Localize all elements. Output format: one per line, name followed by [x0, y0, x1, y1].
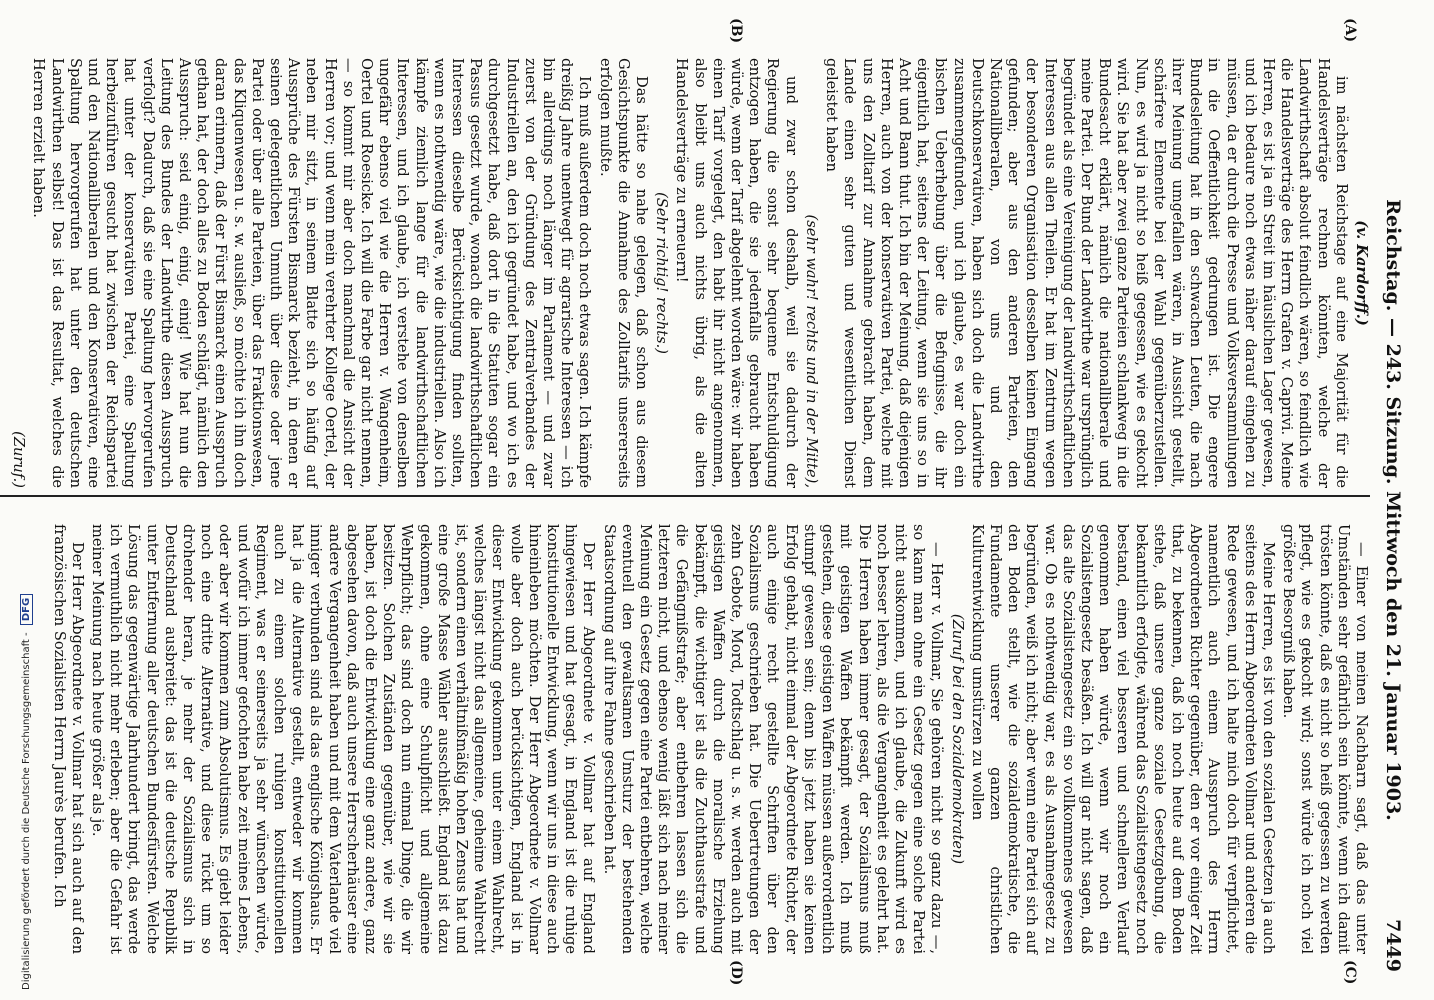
paragraph: Der Herr Abgeordnete v. Vollmar hat auf England hingewiesen und hat gesagt, in England ist die ruhige konstitutionelle Entwicklung, wenn wir uns in diese auch hineinleben möchten. Der Herr Abgeordnete v. Vollmar wolle aber doch auch berücksichtigen, England ist in dieser Entwicklung gekommen unter einem Wahlrecht, welches längst nicht das allgemeine, geheime Wahlrecht ist, sondern einen verhältnißmäßig hohen Zensus hat und eine große Masse Wähler ausschließt. England ist dazu gekommen, ohne eine Schulpflicht und allgemeine Wehrpflicht; das sind doch nun einmal Dinge, die wir besitzen. Solchen Zuständen gegenüber, wie wir sie haben, ist doch die Entwicklung eine ganz andere, ganz abgesehen davon, daß auch unsere Herrscherhäuser eine andere Vergangenheit haben und mit dem Vaterlande viel inniger verbunden sind als das englische Königshaus. Er hat ja die Alternative gestellt, entweder wir kommen auch zu einem solchen ruhigen konstitutionellen Regiment, was er seinerseits ja sehr wünschen würde, und wofür ich immer gefochten habe zeit meines Lebens, oder aber wir kommen zum Absolutismus. Es giebt leider noch eine dritte Alternative, und diese rückt um so drohender heran, je mehr der Sozialismus sich in Deutschland ausbreitet: das ist die deutsche Republik unter Entfernung aller deutschen Bundesfürsten. Welche Lösung das gegenwärtige Jahrhundert bringt, das werde ich vermuthlich nicht mehr erleben; aber die Gefahr ist meiner Meinung nach heute größer als je. — [88, 524, 598, 954]
digitization-credit — [0, 0, 30, 1000]
paragraph: im nächsten Reichstage auf eine Majorität für die Handelsverträge rechnen könnten, welche der Landwirthschaft absolut feindlich wären, so feindlich wie die Handelsverträge des Herrn Grafen v. Caprivi. Meine Herren, es ist ja ein Streit im häuslichen Lager gewesen, und ich bedaure noch etwas näher darauf eingehen zu müssen, da er durch die Presse und Volksversammlungen in die Oeffentlichkeit gedrungen ist. Die engere Bundesleitung hat in den schwachen Leuten, die nach ihrer Meinung umgefallen wären, in Aussicht gestellt, schärfere Elemente bei der Wahl gegenüberzustellen. Nun, es wird ja nicht so heiß gegessen, wie es gekocht wird. Sie hat aber zwei ganze Parteien schlankweg in die Bundesacht erklärt, nämlich die nationalliberale und meine Partei. Der Bund der Landwirthe war ursprünglich begründet als eine Vereinigung der landwirthschaftlichen Interessen aus allen Theilen. Er hat im Zentrum wegen der besonderen Organisation desselben keinen Eingang gefunden; aber aus den anderen Parteien, den Nationalliberalen, von uns und den Deutschkonservativen, haben sich doch die Landwirthe zusammengefunden, und ich glaube, es war doch ein bischen Ueberhebung über die Befugnisse, die ihr eigentlich hat, seitens der Leitung, wenn sie uns so in Acht und Bann thut. Ich bin der Meinung, daß diejenigen Herren, auch von der konservativen Partei, welche mit uns den Zolltarif zur Annahme gebracht haben, dem Lande einen sehr guten und wesentlichen Dienst geleistet haben — [823, 58, 1350, 488]
dfg-logo: DFG — [20, 594, 33, 625]
column-divider — [0, 495, 1370, 497]
paragraph: und zwar schon deshalb, weil sie dadurch der Regierung die sonst sehr bequeme Entschuldigung entzogen haben, die sie jedenfalls gebraucht haben würde, wenn der Tarif abgelehnt worden wäre: wir haben einen Tarif vorgelegt, den habt ihr nicht angenommen, also bleibt uns auch nichts übrig, als die alten Handelsverträge zu erneuern! — [673, 58, 800, 488]
margin-marker-c: (C) — [1342, 960, 1358, 985]
paragraph: Meine Herren, es ist von den sozialen Gesetzen ja auch seitens des Herrn Abgeordneten Vollmar und anderen die Rede gewesen, und ich halte mich doch für verpflichtet, namentlich auch einem Ausspruch des Herrn Abgeordneten Richter gegenüber, den er vor einiger Zeit that, zu bekennen, daß ich noch heute auf dem Boden stehe, daß unsere ganze soziale Gesetzgebung, die bekanntlich erfolgte, während das Sozialistengesetz noch bestand, einen viel besseren und schnelleren Verlauf genommen haben würde, wenn wir noch ein Sozialistengesetz besäßen. Ich will gar nicht sagen, daß das alte Sozialistengesetz ein so vollkommenes gewesen war. Ob es nothwendig war, es als Ausnahmegesetz zu begründen, weiß ich nicht; aber wenn eine Partei sich auf den Boden stellt, wie die sozialdemokratische, die Fundamente unserer ganzen christlichen Kulturentwicklung umstürzen zu wollen — [968, 524, 1277, 954]
interjection: (Zuruf bei den Sozialdemokraten) — [948, 613, 966, 865]
interjection: (Zuruf.) — [10, 431, 28, 488]
paragraph: — Herr v. Vollmar, Sie gehören nicht so ganz dazu —, so kann man ohne ein Gesetz gegen eine solche Partei nicht auskommen, und ich glaube, die Zukunft wird es noch besser lehren, als die Vergangenheit es gelehrt hat. Die Herren haben immer gesagt, der Sozialismus muß mit geistigen Waffen bekämpft werden. Ich muß gestehen, diese geistigen Waffen müssen außerordentlich stumpf gewesen sein; denn bis jetzt haben sie keinen Erfolg gehabt, nicht einmal der Abgeordnete Richter, der auch einige recht gestellte Schriften über den Sozialismus geschrieben hat. Die Uebertretungen der zehn Gebote, Mord, Todtschlag u. s. w. werden auch mit geistigen Waffen durch die moralische Erziehung bekämpft, die wichtiger ist als die Zuchthausstrafe und die Gefängnißstrafe; aber entbehren lassen sich die letzteren nicht, und ebenso wenig läßt sich nach meiner Meinung ein Gesetz gegen eine Partei entbehren, welche eventuell den gewaltsamen Umsturz der bestehenden Staatsordnung auf ihre Fahne geschrieben hat. — [600, 524, 946, 954]
paragraph: Das hätte so nahe gelegen, daß schon aus diesem Gesichtspunkte die Annahme des Zolltarifs unsererseits erfolgen mußte. — [596, 58, 651, 488]
paragraph: Ich muß außerdem doch noch etwas sagen. Ich kämpfe dreißig Jahre unentwegt für agrarische Interessen — ich bin allerdings noch länger im Parlament — und zwar zuerst von der Gründung des Zentralverbandes der Industriellen an, den ich gegründet habe, und wo ich es durchgesetzt habe, daß dort in die Statuten sogar ein Passus gesetzt wurde, wonach die landwirthschaftlichen Interessen dieselbe Berücksichtigung finden sollten, wenn es nothwendig wäre, wie die industriellen. Also ich kämpfe ziemlich lange für die landwirthschaftlichen Interessen, und ich glaube, ich verstehe von denselben ungefähr ebenso viel wie die Herren v. Wangenheim, Oertel und Roesicke. Ich will die Farbe gar nicht nennen, — so kommt mir aber doch manchmal die Ansicht der Herren vor; und wenn mein verehrter Kollege Oertel, der neben mir sitzt, in seinem Blatte sich so häufig auf Aussprüche des Fürsten Bismarck bezieht, in denen er seinen gelegentlichen Unmuth über diese oder jene Partei oder über alle Parteien, über das Fraktionswesen, das Kliquenwesen u. s. w. ausließ, so möchte ich ihn doch daran erinnern, daß der Fürst Bismarck einen Ausspruch gethan hat, der doch alles zu Boden schlägt, nämlich den Ausspruch: seid einig, einig, einig! Wie hat nun die Leitung des Bundes der Landwirthe diesen Ausspruch verfolgt? Dadurch, daß sie eine Spaltung hervorgerufen hat unter der konservativen Partei, eine Spaltung herbeizuführen gesucht hat zwischen der Reichspartei und den Nationalliberalen und den Konservativen, eine Spaltung hervorgerufen hat unter den deutschen Landwirthen selbst! Das ist das Resultat, welches die Herren erzielt haben. — [30, 58, 594, 488]
interjection: (sehr wahr! rechts und in der Mitte), — [802, 214, 820, 488]
page-number: 7449 — [1382, 919, 1404, 972]
interjection: (Sehr richtig! rechts.) — [653, 192, 671, 354]
paragraph: — Einer von meinen Nachbarn sagt, daß das unter Umständen sehr gefährlich sein könnte, wenn ich damit trösten könnte, daß es nicht so heiß gegessen zu werden pflegt, wie es gekocht wird; sonst würde ich noch viel größere Besorgniß haben. — [1280, 524, 1370, 954]
speaker-label: (v. Kardorff.) — [1353, 220, 1370, 326]
credit-text: Digitalisierung gefördert durch die Deutsche Forschungsgemeinschaft - — [21, 632, 32, 990]
margin-marker-d: (D) — [728, 960, 744, 986]
page-header — [1374, 40, 1404, 980]
margin-marker-b: (B) — [728, 18, 744, 44]
running-title: Reichstag. — 243. Sitzung. Mittwoch den 21. Januar 1903. — [1382, 199, 1404, 821]
margin-marker-a: (A) — [1342, 18, 1358, 43]
paragraph: Der Herr Abgeordnete v. Vollmar hat sich auch auf den französischen Sozialisten Herrn Jaurès berufen. Ich — [50, 524, 86, 954]
left-column — [7, 58, 1370, 488]
right-column — [47, 524, 1370, 954]
